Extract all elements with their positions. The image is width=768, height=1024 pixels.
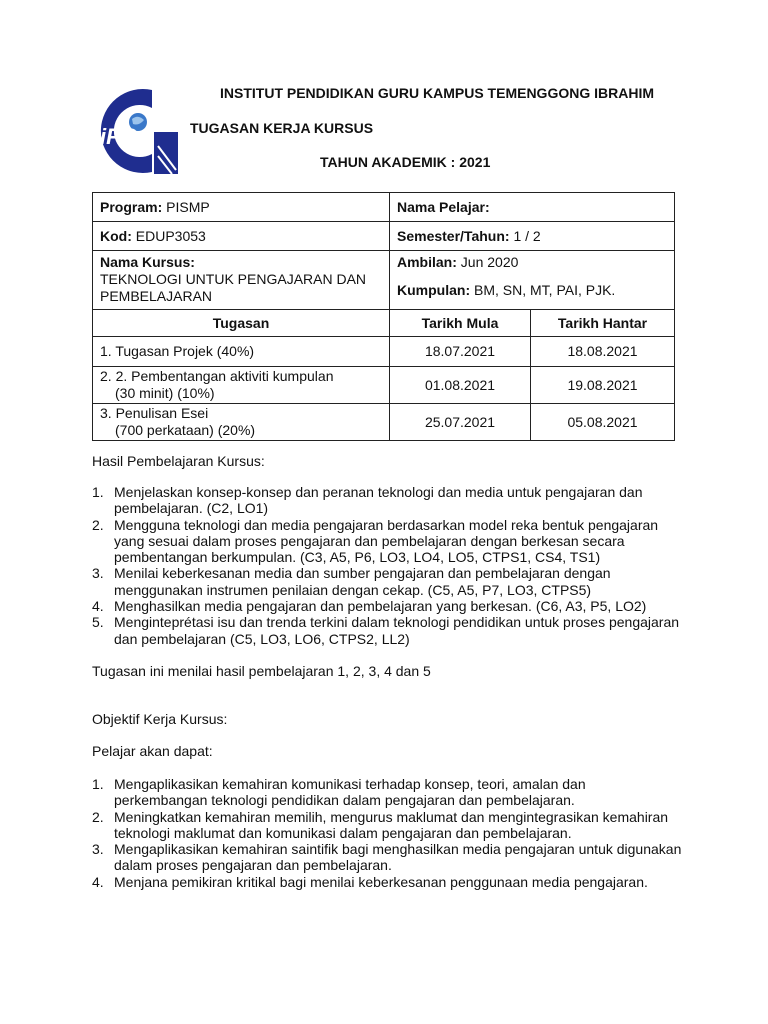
learning-outcomes-heading: Hasil Pembelajaran Kursus:: [92, 453, 265, 469]
list-text: Menghasilkan media pengajaran dan pembelajaran yang berkesan. (C6, A3, P5, LO2): [114, 598, 647, 615]
ipg-logo: [92, 86, 180, 176]
code-value: EDUP3053: [135, 227, 206, 244]
semester-label: Semester/Tahun:: [397, 227, 510, 244]
list-text: Menilai keberkesanan media dan sumber pengajaran dan pembelajaran dengan menggunakan instrumen penilaian dengan cekap. (C5, A5, P7, LO3, CTPS5): [114, 565, 611, 598]
course-info-table: [92, 192, 675, 441]
objectives-list: [92, 776, 682, 890]
intake-label: Ambilan:: [397, 254, 457, 270]
task-name-cell: [93, 404, 390, 441]
intake-group-cell: [390, 251, 675, 310]
task-start-date: 18.07.2021: [390, 337, 531, 367]
task-row: [93, 404, 675, 441]
task-name-cell: [93, 367, 390, 404]
semester-cell: [390, 222, 675, 251]
list-item: [92, 614, 682, 647]
list-number: 4.: [92, 873, 104, 890]
program-label: Program:: [100, 198, 163, 215]
task-due-date: 18.08.2021: [531, 337, 675, 367]
list-item: [92, 841, 682, 874]
program-value: PISMP: [166, 198, 210, 215]
list-text: Mengaplikasikan kemahiran saintifik bagi menghasilkan media pengajaran untuk digunakan dalam proses pengajaran dan pembelajaran.: [114, 841, 682, 874]
student-name-cell: [390, 193, 675, 222]
list-number: 2.: [92, 516, 104, 533]
list-item: [92, 874, 682, 890]
list-item: [92, 776, 682, 809]
learning-outcomes-list: [92, 484, 682, 647]
task-start-date: 25.07.2021: [390, 404, 531, 441]
institute-title: INSTITUT PENDIDIKAN GURU KAMPUS TEMENGGONG IBRAHIM: [220, 85, 654, 101]
group-label: Kumpulan:: [397, 282, 471, 298]
group-value: BM, SN, MT, PAI, PJK.: [474, 282, 616, 298]
task-name-cell: [93, 337, 390, 367]
tasks-header-row: [93, 310, 675, 337]
task-due-date: 05.08.2021: [531, 404, 675, 441]
due-date-column-header: Tarikh Hantar: [531, 310, 675, 337]
task-detail: (30 minit) (10%): [115, 385, 215, 401]
list-number: 1.: [92, 484, 104, 500]
list-number: 3.: [92, 841, 104, 858]
list-text: Menjelaskan konsep-konsep dan peranan teknologi dan media untuk pengajaran dan pembelajaran. (C2, LO1): [114, 484, 643, 517]
list-text: Mengaplikasikan kemahiran komunikasi terhadap konsep, teori, amalan dan perkembangan teknologi pendidikan dalam pengajaran dan pembelajaran.: [114, 776, 586, 809]
task-row: [93, 367, 675, 404]
objectives-intro: Pelajar akan dapat:: [92, 743, 213, 759]
list-text: Menjana pemikiran kritikal bagi menilai keberkesanan penggunaan media pengajaran.: [114, 873, 648, 890]
task-row: [93, 337, 675, 367]
list-item: [92, 517, 682, 566]
task-detail: (700 perkataan) (20%): [115, 422, 256, 438]
task-column-header: Tugasan: [93, 310, 390, 337]
list-number: 2.: [92, 808, 104, 825]
code-label: Kod:: [100, 227, 132, 244]
list-number: 1.: [92, 776, 104, 792]
objectives-heading: Objektif Kerja Kursus:: [92, 711, 228, 727]
course-name-line-1: TEKNOLOGI UNTUK PENGAJARAN DAN: [100, 271, 367, 287]
list-text: Mengguna teknologi dan media pengajaran berdasarkan model reka bentuk pengajaran yang sesuai dalam proses pengajaran dan pembelajaran dengan berkesan secara pembentangan berkumpulan. (C3, A5, P6, LO3, LO4, LO5, CTPS1, CS4, TS1): [114, 516, 659, 566]
list-item: [92, 484, 682, 517]
task-start-date: 01.08.2021: [390, 367, 531, 404]
list-text: Menginteprétasi isu dan trenda terkini dalam teknologi pendidikan untuk proses pengajaran dan pembelajaran (C5, LO3, LO6, CTPS2, LL2): [114, 614, 680, 647]
task-due-date: 19.08.2021: [531, 367, 675, 404]
task-name: 3. Penulisan Esei: [100, 405, 209, 421]
logo-text: iPG: [100, 124, 138, 149]
list-number: 5.: [92, 614, 104, 631]
start-date-column-header: Tarikh Mula: [390, 310, 531, 337]
task-name: 1. Tugasan Projek (40%): [100, 343, 255, 359]
list-item: [92, 565, 682, 598]
program-row: [93, 193, 675, 222]
list-number: 3.: [92, 565, 104, 582]
list-item: [92, 598, 682, 614]
document-type-title: TUGASAN KERJA KURSUS: [190, 120, 374, 136]
assessment-note: Tugasan ini menilai hasil pembelajaran 1, 2, 3, 4 dan 5: [92, 663, 431, 679]
course-name-label: Nama Kursus:: [100, 254, 195, 270]
course-name-line-2: PEMBELAJARAN: [100, 288, 213, 304]
ipg-logo-graphic: [92, 86, 180, 176]
program-cell: [93, 193, 390, 222]
code-row: [93, 222, 675, 251]
code-cell: [93, 222, 390, 251]
list-item: [92, 809, 682, 842]
semester-value: 1 / 2: [513, 227, 541, 244]
course-row: [93, 251, 675, 310]
list-number: 4.: [92, 598, 104, 615]
list-text: Meningkatkan kemahiran memilih, mengurus maklumat dan mengintegrasikan kemahiran teknologi maklumat dan komunikasi dalam pengajaran dan pembelajaran.: [114, 808, 669, 841]
student-name-label: Nama Pelajar:: [397, 198, 490, 215]
task-name: 2. 2. Pembentangan aktiviti kumpulan: [100, 368, 334, 384]
course-name-cell: [93, 251, 390, 310]
intake-value: Jun 2020: [460, 254, 519, 270]
academic-year-title: TAHUN AKADEMIK : 2021: [320, 154, 491, 170]
